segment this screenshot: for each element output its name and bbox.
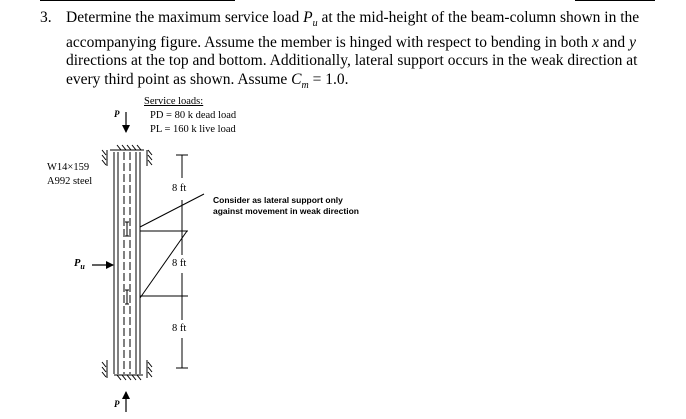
problem-number: 3. xyxy=(40,9,52,26)
service-loads-title: Service loads: xyxy=(144,96,204,107)
problem-line-4: every third point as shown. Assume $C_m = 1.0$. xyxy=(66,70,349,91)
column-member xyxy=(114,152,140,374)
dimension-mid-label: 8 ft xyxy=(172,258,187,269)
dimension-top-label: 8 ft xyxy=(172,183,187,194)
problem-line-2: accompanying figure. Assume the member is hinged with respect to bending in both x and y xyxy=(66,33,636,51)
top-hinge-support xyxy=(102,145,152,166)
top-load-label: P xyxy=(114,109,120,119)
dead-load-label: PD = 80 k dead load xyxy=(150,110,237,121)
problem-line-1: Determine the maximum service load $P_u$ at the mid-height of the beam-column shown in the xyxy=(66,9,640,30)
lateral-brace-lower xyxy=(125,290,187,304)
dimension-bottom-label: 8 ft xyxy=(172,323,187,334)
lateral-brace-upper xyxy=(125,194,204,298)
bottom-hinge-support xyxy=(102,360,152,380)
bracing-note-line-2: against movement in weak direction xyxy=(213,206,359,216)
material-label: A992 steel xyxy=(47,176,93,187)
section-label: W14×159 xyxy=(47,162,90,173)
live-load-label: PL = 160 k live load xyxy=(150,124,236,135)
problem-line-3: directions at the top and bottom. Additionally, lateral support occurs in the weak direction at xyxy=(66,52,638,70)
bracing-note-line-1: Consider as lateral support only xyxy=(213,195,343,205)
bottom-load-label: P xyxy=(114,399,120,409)
pu-label: $P_u$ xyxy=(74,258,85,272)
